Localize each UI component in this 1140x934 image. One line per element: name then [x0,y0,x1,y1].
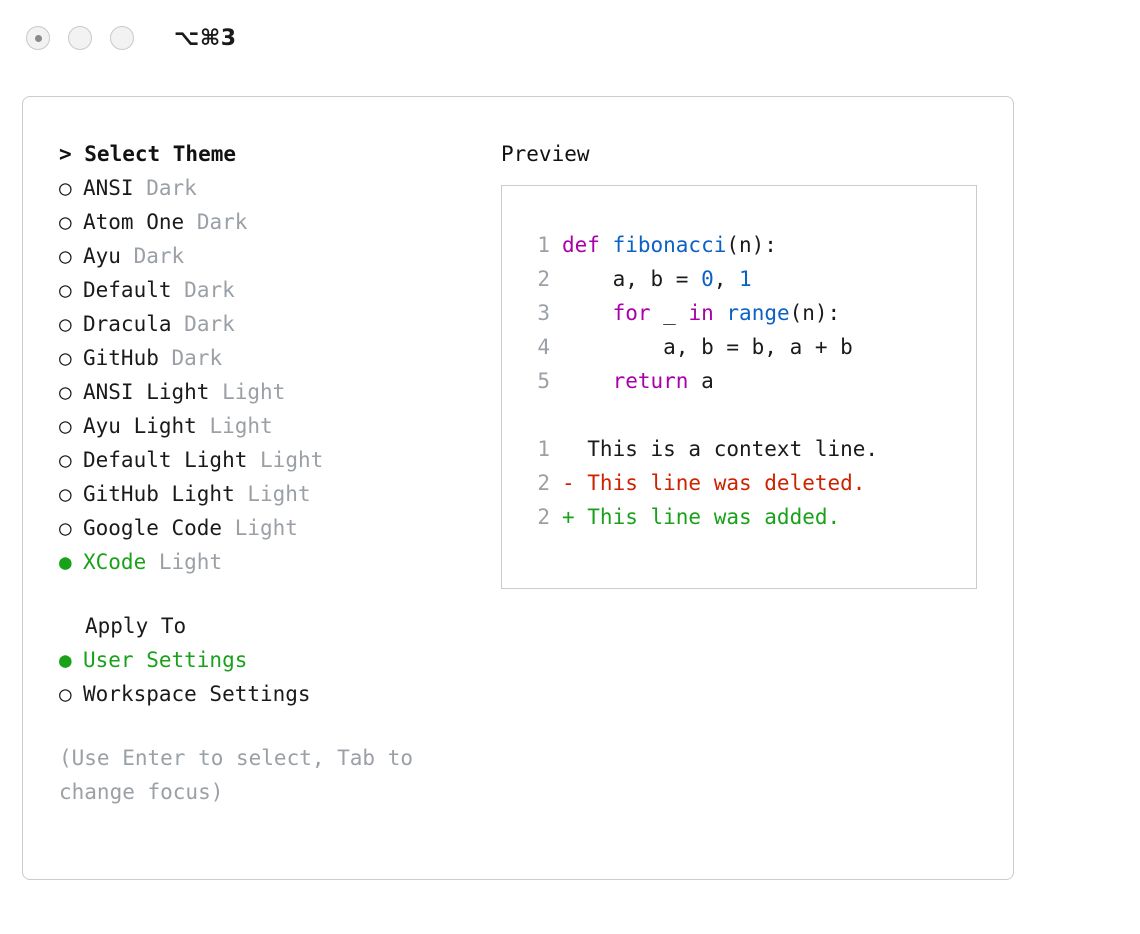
theme-option[interactable] [59,511,501,545]
apply-to-option-label: Workspace Settings [83,682,311,706]
apply-to-option-label: User Settings [83,648,248,672]
theme-option-label: Atom One [83,210,185,234]
diff-text: This is a context line. [562,437,879,461]
theme-option-label: GitHub [83,346,159,370]
code-token: , [713,267,740,291]
line-number: 1 [537,233,550,257]
code-preview [524,228,976,398]
radio-unselected-icon: ○ [59,312,72,336]
theme-variant-label: Light [158,550,223,574]
code-token: (n): [726,233,777,257]
theme-option-label: XCode [83,550,147,574]
theme-option[interactable] [59,307,501,341]
spacer [222,516,235,540]
radio-unselected-icon: ○ [59,210,72,234]
theme-option[interactable] [59,273,501,307]
apply-to-heading: Apply To [85,614,187,638]
diff-line [524,432,976,466]
code-token: in [688,301,714,325]
theme-option[interactable] [59,239,501,273]
radio-unselected-icon: ○ [59,482,72,506]
theme-option[interactable] [59,341,501,375]
spacer [235,482,248,506]
preview-column [501,137,1013,809]
theme-option[interactable] [59,409,501,443]
title-bar [0,0,1140,76]
radio-unselected-icon: ○ [59,516,72,540]
preview-title: Preview [501,142,590,166]
theme-variant-label: Light [260,448,324,472]
radio-unselected-icon: ○ [59,414,72,438]
theme-option-label: Dracula [83,312,172,336]
radio-unselected-icon: ○ [59,346,72,370]
code-line [524,228,976,262]
code-line [524,262,976,296]
radio-selected-icon: ● [59,648,72,672]
spacer [209,380,222,404]
diff-text: - This line was deleted. [562,471,866,495]
theme-option[interactable] [59,443,501,477]
theme-option-label: Ayu Light [83,414,197,438]
code-line [524,296,976,330]
theme-variant-label: Dark [184,312,235,336]
select-theme-heading: > Select Theme [59,142,237,166]
radio-unselected-icon: ○ [59,278,72,302]
spacer [184,210,197,234]
radio-unselected-icon: ○ [59,380,72,404]
apply-to-option[interactable] [59,677,501,711]
radio-unselected-icon: ○ [59,448,72,472]
line-number: 4 [537,335,550,359]
spacer [247,448,260,472]
theme-variant-label: Dark [146,176,197,200]
spacer [59,579,501,609]
theme-variant-label: Light [209,414,273,438]
code-token: 0 [701,267,714,291]
theme-option-label: Default [83,278,172,302]
code-token [714,301,727,325]
theme-option-label: GitHub Light [83,482,235,506]
radio-unselected-icon: ○ [59,176,72,200]
close-icon[interactable] [26,26,50,50]
theme-list-column [39,137,501,809]
theme-option[interactable] [59,171,501,205]
spacer [197,414,210,438]
code-token: a [688,369,714,393]
minimize-icon[interactable] [68,26,92,50]
spacer [121,244,134,268]
zoom-icon[interactable] [110,26,134,50]
line-number: 2 [537,505,550,529]
theme-variant-label: Dark [184,278,235,302]
theme-variant-label: Dark [196,210,248,234]
theme-option-label: Ayu [83,244,121,268]
theme-variant-label: Light [222,380,286,404]
diff-text: + This line was added. [562,505,841,529]
line-number: 2 [537,471,550,495]
theme-variant-label: Dark [133,244,185,268]
apply-to-option[interactable] [59,643,501,677]
theme-variant-label: Light [247,482,311,506]
code-token: a, b = [562,267,702,291]
spacer [172,312,185,336]
theme-option[interactable] [59,375,501,409]
diff-preview [524,432,976,534]
line-number: 1 [537,437,550,461]
theme-option[interactable] [59,477,501,511]
theme-option-label: Google Code [83,516,223,540]
code-token: fibonacci [612,233,727,257]
theme-list[interactable] [59,171,501,579]
code-token: for [612,301,651,325]
spacer [524,398,976,432]
code-line [524,364,976,398]
code-token: return [612,369,689,393]
apply-to-list[interactable] [59,643,501,711]
preview-box [501,185,977,589]
theme-option[interactable] [59,545,501,579]
diff-line [524,500,976,534]
spacer [146,550,159,574]
line-number: 3 [537,301,550,325]
code-token: range [726,301,790,325]
radio-unselected-icon: ○ [59,244,72,268]
code-token [562,369,613,393]
diff-line [524,466,976,500]
keyboard-hint: (Use Enter to select, Tab to change focus) [59,746,426,804]
theme-option-label: Default Light [83,448,248,472]
code-token: (n): [789,301,841,325]
code-token [562,301,613,325]
radio-unselected-icon: ○ [59,682,72,706]
spacer [159,346,172,370]
code-token: _ [650,301,689,325]
code-token: def [562,233,613,257]
theme-selector-panel [22,96,1014,880]
line-number: 5 [537,369,550,393]
spacer [172,278,185,302]
line-number: 2 [537,267,550,291]
theme-option[interactable] [59,205,501,239]
theme-variant-label: Light [234,516,298,540]
theme-variant-label: Dark [171,346,223,370]
code-token: a, b = b, a + b [562,335,853,359]
spacer [134,176,147,200]
radio-selected-icon: ● [59,550,72,574]
keyboard-shortcut-label: ⌥⌘3 [174,25,237,51]
code-token: 1 [739,267,752,291]
code-line [524,330,976,364]
theme-option-label: ANSI Light [83,380,210,404]
theme-option-label: ANSI [83,176,134,200]
